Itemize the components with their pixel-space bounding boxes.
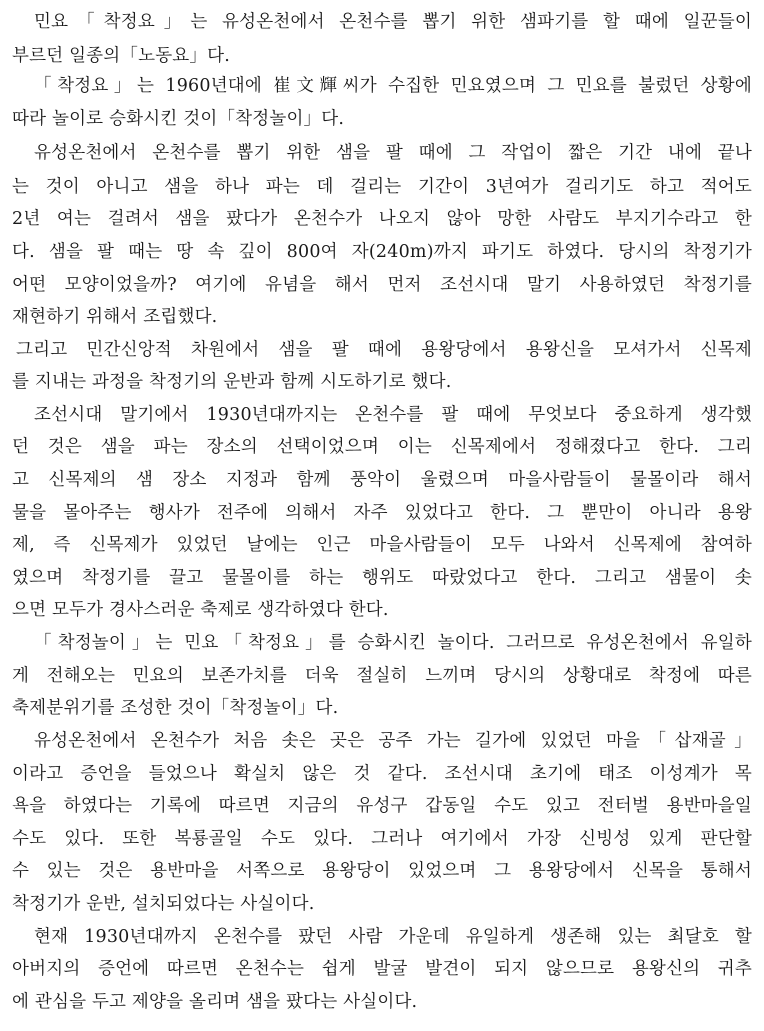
paragraph-line: 고 신목제의 샘 장소 지정과 함께 풍악이 울렸으며 마을사람들이 물몰이라 해서	[12, 470, 752, 490]
paragraph-line: 조선시대 말기에서 1930년대까지는 온천수를 팔 때에 무엇보다 중요하게 생각했	[34, 405, 752, 425]
paragraph-line: 그리고 민간신앙적 차원에서 샘을 팔 때에 용왕당에서 용왕신을 모셔가서 신목제	[16, 340, 752, 360]
paragraph-line: 아버지의 증언에 따르면 온천수는 쉽게 발굴 발견이 되지 않으므로 용왕신의 귀추	[12, 959, 752, 979]
paragraph-line: 현재 1930년대까지 온천수를 팠던 사람 가운데 유일하게 생존해 있는 최달호 할	[34, 927, 752, 947]
paragraph-line: 착정기가 운반, 설치되었다는 사실이다.	[12, 894, 315, 914]
paragraph-line: 는 것이 아니고 샘을 하나 파는 데 걸리는 기간이 3년여가 걸리기도 하고 적어도	[12, 177, 752, 197]
paragraph-line: 따라 놀이로 승화시킨 것이「착정놀이」다.	[12, 109, 345, 129]
paragraph-line: 2년 여는 걸려서 샘을 팠다가 온천수가 나오지 않아 망한 사람도 부지기수라고 한	[12, 209, 752, 229]
paragraph-line: 제, 즉 신목제가 있었던 날에는 인근 마을사람들이 모두 나와서 신목제에 참여하	[12, 535, 752, 555]
paragraph-line: 를 지내는 과정을 착정기의 운반과 함께 시도하기로 했다.	[12, 372, 452, 392]
paragraph-line: 축제분위기를 조성한 것이「착정놀이」다.	[12, 698, 339, 718]
paragraph-line: 부르던 일종의「노동요」다.	[12, 46, 230, 66]
paragraph-line: 욕을 하였다는 기록에 따르면 지금의 유성구 갑동일 수도 있고 전터벌 용반마을일	[12, 796, 752, 816]
paragraph-line: 유성온천에서 온천수를 뽑기 위한 샘을 팔 때에 그 작업이 짧은 기간 내에 끝나	[34, 143, 752, 163]
paragraph-line: 이라고 증언을 들었으나 확실치 않은 것 같다. 조선시대 초기에 태조 이성계가 목	[12, 764, 752, 784]
paragraph-line: 수도 있다. 또한 복룡골일 수도 있다. 그러나 여기에서 가장 신빙성 있게 판단할	[12, 829, 752, 849]
paragraph-line: 재현하기 위해서 조립했다.	[12, 307, 218, 327]
paragraph-line: 물을 몰아주는 행사가 전주에 의해서 자주 있었다고 한다. 그 뿐만이 아니라 용왕	[12, 503, 752, 523]
paragraph-line: 던 것은 샘을 파는 장소의 선택이었으며 이는 신목제에서 정해졌다고 한다. 그리	[12, 437, 752, 457]
paragraph-line: 유성온천에서 온천수가 처음 솟은 곳은 공주 가는 길가에 있었던 마을「삽재골」	[34, 731, 752, 751]
paragraph-line: 어떤 모양이었을까? 여기에 유념을 해서 먼저 조선시대 말기 사용하였던 착정기를	[12, 275, 752, 295]
paragraph-line: 다. 샘을 팔 때는 땅 속 깊이 800여 자(240m)까지 파기도 하였다. 당시의 착정기가	[12, 242, 752, 262]
paragraph-line: 「착정요」는 1960년대에 崔文輝씨가 수집한 민요였으며 그 민요를 불렀던 상황에	[34, 76, 752, 96]
paragraph-line: 으면 모두가 경사스러운 축제로 생각하였다 한다.	[12, 600, 389, 620]
paragraph-line: 였으며 착정기를 끌고 물몰이를 하는 행위도 따랐었다고 한다. 그리고 샘물이 솟	[12, 568, 752, 588]
paragraph-line: 게 전해오는 민요의 보존가치를 더욱 절실히 느끼며 당시의 상황대로 착정에 따른	[12, 666, 752, 686]
paragraph-line: 수 있는 것은 용반마을 서쪽으로 용왕당이 있었으며 그 용왕당에서 신목을 통해서	[12, 861, 752, 881]
paragraph-line: 「착정놀이」는 민요「착정요」를 승화시킨 놀이다. 그러므로 유성온천에서 유일하	[34, 633, 752, 653]
paragraph-line: 민요「착정요」는 유성온천에서 온천수를 뽑기 위한 샘파기를 할 때에 일꾼들이	[34, 12, 752, 32]
paragraph-line: 에 관심을 두고 제양을 올리며 샘을 팠다는 사실이다.	[12, 992, 418, 1012]
